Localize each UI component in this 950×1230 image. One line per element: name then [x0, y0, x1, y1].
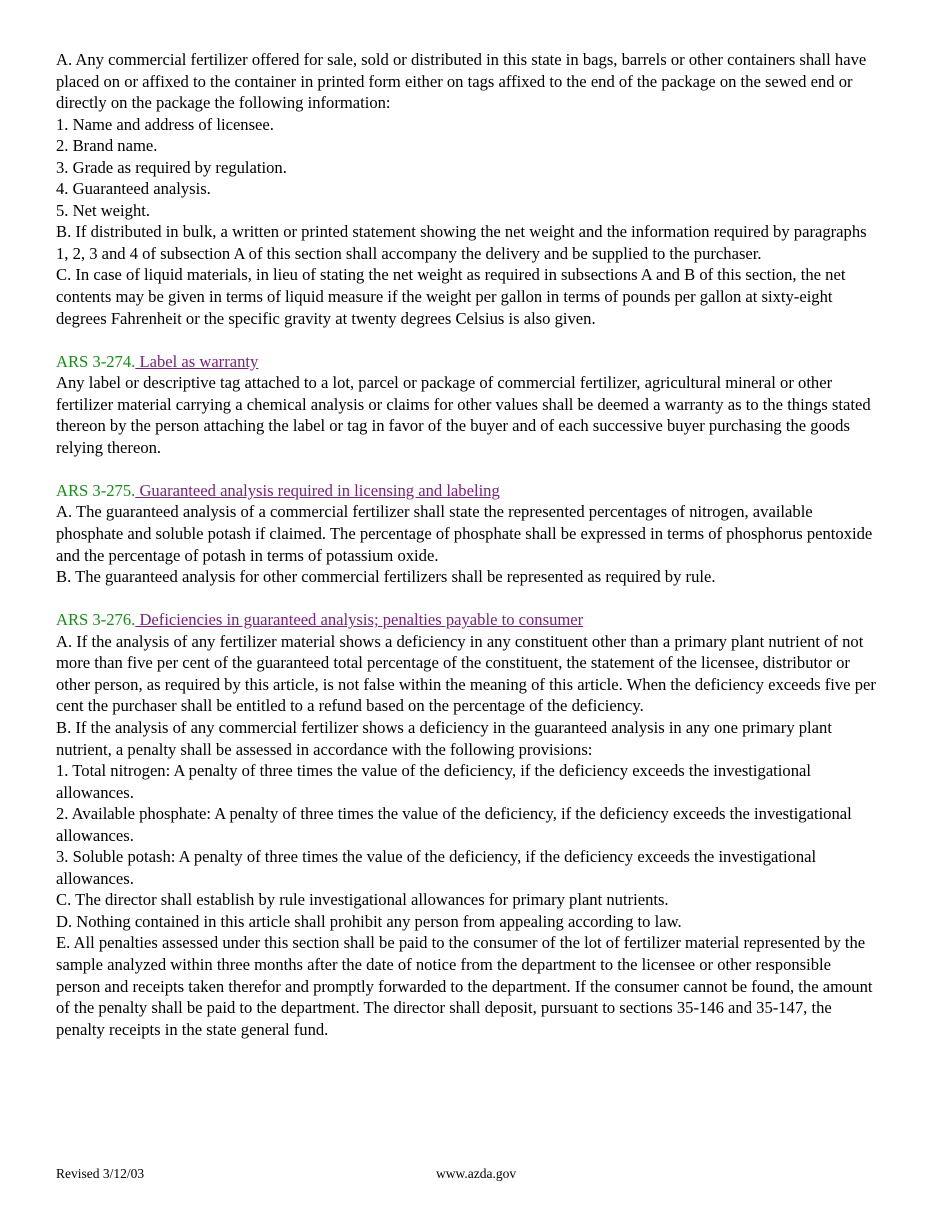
list-item: 4. Guaranteed analysis. — [56, 179, 211, 199]
subsection-c: C. In case of liquid materials, in lieu of stating the net weight as required in subsections A and B of this section, the net contents may be given in terms of liquid measure if the weight per gallon in terms of pounds per gallon at sixty-eight degrees Fahrenheit or the specific gravity at twenty degrees Celsius is also given. — [56, 265, 846, 328]
section-heading-276 — [56, 609, 876, 631]
section-number: ARS 3-274. — [56, 351, 136, 371]
subsection-e: E. All penalties assessed under this section shall be paid to the consumer of the lot of fertilizer material represented by the sample analyzed within three months after the date of notice from the department to the licensee or other responsible person and receipts taken therefor and promptly forwarded to the department. If the consumer cannot be found, the amount of the penalty shall be paid to the department. The director shall deposit, pursuant to sections 35-146 and 35-147, the penalty receipts in the state general fund. — [56, 933, 873, 1039]
section-text: Any label or descriptive tag attached to a lot, parcel or package of commercial fertilizer, agricultural mineral or other fertilizer material carrying a chemical analysis or claims for other values shall be deemed a warranty as to the things stated thereon by the person attaching the label or tag in favor of the buyer and of each successive buyer purchasing the goods relying thereon. — [56, 373, 871, 457]
subsection-b: B. If the analysis of any commercial fertilizer shows a deficiency in the guaranteed analysis in any one primary plant nutrient, a penalty shall be assessed in accordance with the following provisions: — [56, 717, 832, 759]
revised-date: Revised 3/12/03 — [56, 1166, 145, 1181]
section-heading-275 — [56, 480, 876, 502]
list-item: 3. Grade as required by regulation. — [56, 157, 287, 177]
subsection-a: A. If the analysis of any fertilizer material shows a deficiency in any constituent other than a primary plant nutrient of not more than five per cent of the guaranteed total percentage of the constituent, the statement of the licensee, distributor or other person, as required by this article, is not false within the meaning of this article. When the deficiency exceeds five per cent the purchaser shall be entitled to a refund based on the percentage of the deficiency. — [56, 631, 876, 716]
subsection-b: B. If distributed in bulk, a written or printed statement showing the net weight and the information required by paragraphs 1, 2, 3 and 4 of subsection A of this section shall accompany the delivery and be supplied to the purchaser. — [56, 222, 867, 263]
section-number: ARS 3-276. — [56, 610, 136, 630]
section-title-link[interactable]: Deficiencies in guaranteed analysis; penalties payable to consumer — [135, 610, 584, 630]
subsection-c: C. The director shall establish by rule investigational allowances for primary plant nutrients. — [56, 890, 669, 910]
list-item: 1. Total nitrogen: A penalty of three times the value of the deficiency, if the deficiency exceeds the investigational allowances. — [56, 761, 811, 802]
section-title-link[interactable]: Label as warranty — [135, 351, 259, 371]
list-item: 2. Available phosphate: A penalty of three times the value of the deficiency, if the deficiency exceeds the investigational allowances. — [56, 804, 852, 845]
subsection-d: D. Nothing contained in this article shall prohibit any person from appealing according to law. — [56, 911, 682, 931]
subsection-b: B. The guaranteed analysis for other commercial fertilizers shall be represented as required by rule. — [56, 567, 716, 587]
subsection-a: A. The guaranteed analysis of a commercial fertilizer shall state the represented percentages of nitrogen, available phosphate and soluble potash if claimed. The percentage of phosphate shall be expressed in terms of phosphorus pentoxide and the percentage of potash in terms of potassium oxide. — [56, 502, 873, 565]
list-item: 1. Name and address of licensee. — [56, 114, 274, 134]
list-item: 3. Soluble potash: A penalty of three times the value of the deficiency, if the deficiency exceeds the investigational allowances. — [56, 847, 817, 888]
section-title-link[interactable]: Guaranteed analysis required in licensing and labeling — [135, 480, 500, 500]
subsection-a: A. Any commercial fertilizer offered for sale, sold or distributed in this state in bags, barrels or other containers shall have placed on or affixed to the container in printed form either on tags affixed to the end of the package on the sewed end or directly on the package the following information: — [56, 50, 867, 113]
list-item: 5. Net weight. — [56, 200, 151, 220]
list-item: 2. Brand name. — [56, 136, 158, 156]
document-body — [56, 49, 876, 1040]
section-number: ARS 3-275. — [56, 480, 136, 500]
section-heading-274 — [56, 351, 876, 373]
website-url: www.azda.gov — [436, 1166, 517, 1181]
